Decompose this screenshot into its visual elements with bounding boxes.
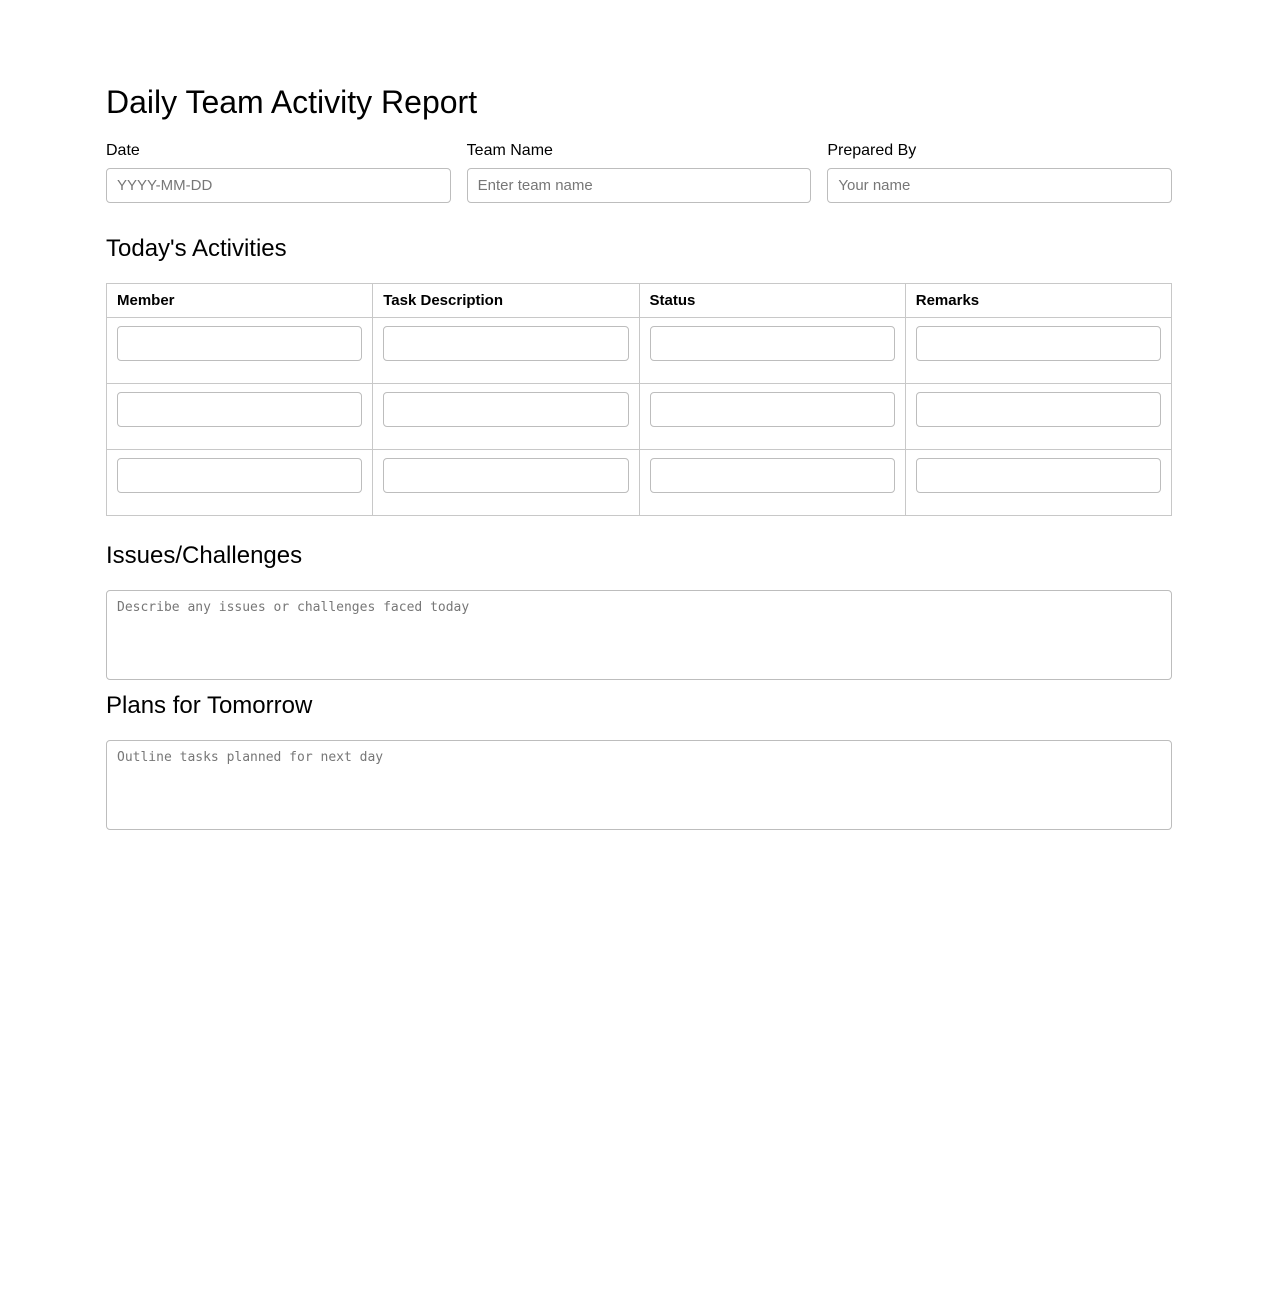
date-field-group [106, 142, 451, 203]
column-header-task-description: Task Description [373, 284, 639, 318]
column-header-member: Member [107, 284, 373, 318]
table-cell [905, 384, 1171, 450]
issues-textarea[interactable] [106, 590, 1172, 680]
table-row [107, 384, 1172, 450]
remarks-input[interactable] [916, 392, 1161, 427]
date-label: Date [106, 142, 140, 159]
column-header-remarks: Remarks [905, 284, 1171, 318]
page-title: Daily Team Activity Report [106, 84, 478, 120]
member-input[interactable] [117, 392, 362, 427]
column-header-status: Status [639, 284, 905, 318]
table-cell [905, 450, 1171, 516]
prepared-by-label: Prepared By [827, 142, 917, 159]
table-cell [373, 450, 639, 516]
status-input[interactable] [650, 392, 895, 427]
table-cell [107, 318, 373, 384]
prepared-by-input[interactable] [827, 168, 1172, 203]
table-cell [107, 384, 373, 450]
team-name-field-group [467, 142, 812, 203]
table-cell [373, 318, 639, 384]
table-cell [639, 450, 905, 516]
report-form [106, 0, 1172, 830]
team-name-label: Team Name [466, 142, 553, 159]
member-input[interactable] [117, 326, 362, 361]
status-input[interactable] [650, 458, 895, 493]
date-input[interactable] [106, 168, 451, 203]
activities-table [106, 283, 1172, 516]
report-meta-row [106, 142, 1172, 203]
table-header-row [107, 284, 1172, 318]
table-cell [639, 318, 905, 384]
task-description-input[interactable] [383, 326, 628, 361]
table-cell [373, 384, 639, 450]
table-cell [639, 384, 905, 450]
task-description-input[interactable] [383, 392, 628, 427]
plans-textarea[interactable] [106, 740, 1172, 830]
remarks-input[interactable] [916, 458, 1161, 493]
table-cell [107, 450, 373, 516]
prepared-by-field-group [827, 142, 1172, 203]
table-row [107, 450, 1172, 516]
plans-heading: Plans for Tomorrow [106, 692, 313, 719]
member-input[interactable] [117, 458, 362, 493]
activities-heading: Today's Activities [106, 235, 287, 262]
task-description-input[interactable] [383, 458, 628, 493]
status-input[interactable] [650, 326, 895, 361]
team-name-input[interactable] [467, 168, 812, 203]
remarks-input[interactable] [916, 326, 1161, 361]
issues-heading: Issues/Challenges [106, 542, 303, 569]
table-cell [905, 318, 1171, 384]
table-row [107, 318, 1172, 384]
